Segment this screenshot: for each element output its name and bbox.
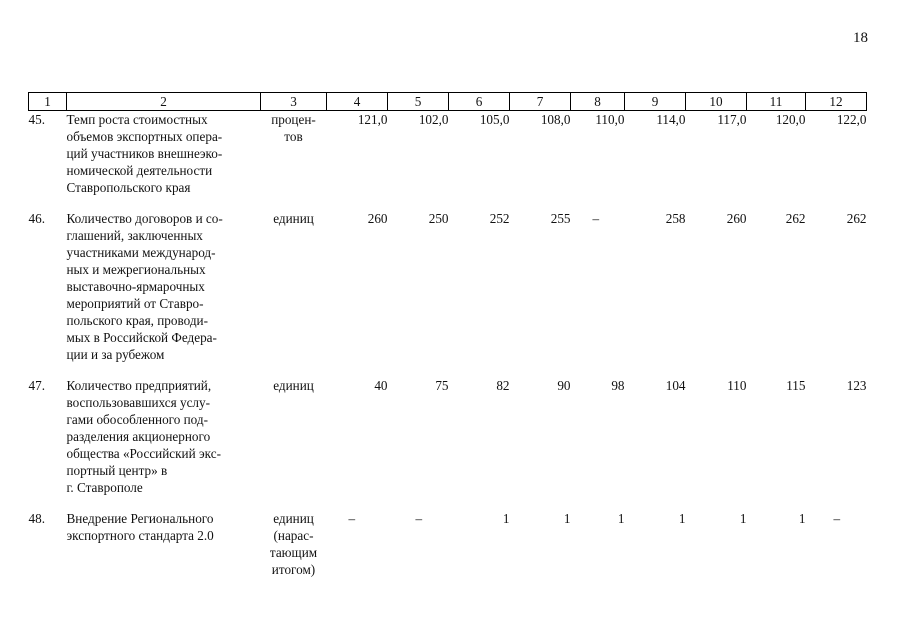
value-cell: 102,0 (418, 112, 449, 127)
column-header: 3 (261, 93, 327, 111)
value-cell: 40 (374, 378, 388, 393)
name-line: воспользовавшихся услу- (66, 395, 210, 410)
value-cell: 1 (739, 511, 747, 526)
value-cell: 260 (726, 211, 747, 226)
name-line: гами обособленного под- (66, 412, 209, 427)
value-cell: 258 (665, 211, 686, 226)
name-line: Ставропольского края (66, 180, 191, 195)
unit-line: единиц (273, 378, 314, 393)
name-line: глашений, заключенных (66, 228, 203, 243)
value-cell: 250 (428, 211, 449, 226)
row-number: 48. (28, 511, 45, 526)
table-row (29, 111, 867, 197)
column-header: 7 (510, 93, 571, 111)
row-spacer (29, 363, 867, 377)
name-line: Количество договоров и со- (66, 211, 223, 226)
name-line: ных и межрегиональных (66, 262, 206, 277)
value-cell: 117,0 (717, 112, 747, 127)
value-cell: 122,0 (836, 112, 867, 127)
column-header: 1 (29, 93, 67, 111)
value-cell: – (592, 211, 600, 226)
name-line: Количество предприятий, (66, 378, 212, 393)
name-line: польского края, проводи- (66, 313, 208, 328)
unit-line: процен- (271, 112, 316, 127)
value-cell: 120,0 (775, 112, 806, 127)
name-line: объемов экспортных опера- (66, 129, 223, 144)
value-cell: 108,0 (540, 112, 571, 127)
name-line: номической деятельности (66, 163, 213, 178)
value-cell: 252 (489, 211, 510, 226)
value-cell: 114,0 (656, 112, 686, 127)
name-line: экспортного стандарта 2.0 (66, 528, 214, 543)
value-cell: 123 (846, 378, 867, 393)
indicator-table (28, 92, 867, 578)
value-cell: – (415, 511, 423, 526)
value-cell: 1 (798, 511, 806, 526)
unit-line: итогом) (271, 562, 316, 577)
column-header: 10 (686, 93, 747, 111)
unit (261, 377, 327, 496)
value-cell: 121,0 (357, 112, 388, 127)
value-cell: 260 (367, 211, 388, 226)
unit-line: (нарас- (273, 528, 314, 543)
value-cell: 262 (785, 211, 806, 226)
name-line: мероприятий от Ставро- (66, 296, 204, 311)
value-cell: – (348, 511, 356, 526)
value-cell: 1 (563, 511, 571, 526)
value-cell: 1 (678, 511, 686, 526)
indicator-name (67, 510, 261, 578)
table-row (29, 210, 867, 363)
indicator-name (67, 111, 261, 197)
name-line: Внедрение Регионального (66, 511, 214, 526)
column-header: 2 (67, 93, 261, 111)
unit (261, 111, 327, 197)
column-header: 5 (388, 93, 449, 111)
table-row (29, 510, 867, 578)
row-number: 45. (28, 112, 45, 127)
name-line: мых в Российской Федера- (66, 330, 217, 345)
value-cell: 110 (727, 378, 747, 393)
value-cell: 75 (435, 378, 449, 393)
name-line: Темп роста стоимостных (66, 112, 208, 127)
unit (261, 210, 327, 363)
value-cell: 255 (550, 211, 571, 226)
indicator-name (67, 210, 261, 363)
value-cell: 105,0 (479, 112, 510, 127)
column-header: 4 (327, 93, 388, 111)
unit-line: тов (284, 129, 303, 144)
page-number: 18 (853, 30, 868, 46)
value-cell: 115 (786, 378, 806, 393)
row-spacer (29, 496, 867, 510)
unit-line: тающим (269, 545, 318, 560)
row-number: 46. (28, 211, 45, 226)
value-cell: 82 (496, 378, 510, 393)
unit-line: единиц (273, 211, 314, 226)
value-cell: – (833, 511, 841, 526)
value-cell: 98 (611, 378, 625, 393)
column-header: 6 (449, 93, 510, 111)
value-cell: 110,0 (595, 112, 625, 127)
column-header: 11 (747, 93, 806, 111)
value-cell: 90 (557, 378, 571, 393)
value-cell: 104 (665, 378, 686, 393)
name-line: ции и за рубежом (66, 347, 165, 362)
name-line: выставочно-ярмарочных (66, 279, 205, 294)
value-cell: 262 (846, 211, 867, 226)
name-line: участниками международ- (66, 245, 216, 260)
name-line: разделения акционерного (66, 429, 211, 444)
table-row (29, 377, 867, 496)
value-cell: 1 (617, 511, 625, 526)
column-header: 9 (625, 93, 686, 111)
header-row (29, 93, 867, 111)
unit (261, 510, 327, 578)
column-header: 8 (571, 93, 625, 111)
indicator-name (67, 377, 261, 496)
row-spacer (29, 196, 867, 210)
row-number: 47. (28, 378, 45, 393)
name-line: ций участников внешнеэко- (66, 146, 223, 161)
name-line: портный центр» в (66, 463, 168, 478)
value-cell: 1 (502, 511, 510, 526)
name-line: общества «Российский экс- (66, 446, 221, 461)
unit-line: единиц (273, 511, 314, 526)
column-header: 12 (806, 93, 867, 111)
name-line: г. Ставрополе (66, 480, 143, 495)
